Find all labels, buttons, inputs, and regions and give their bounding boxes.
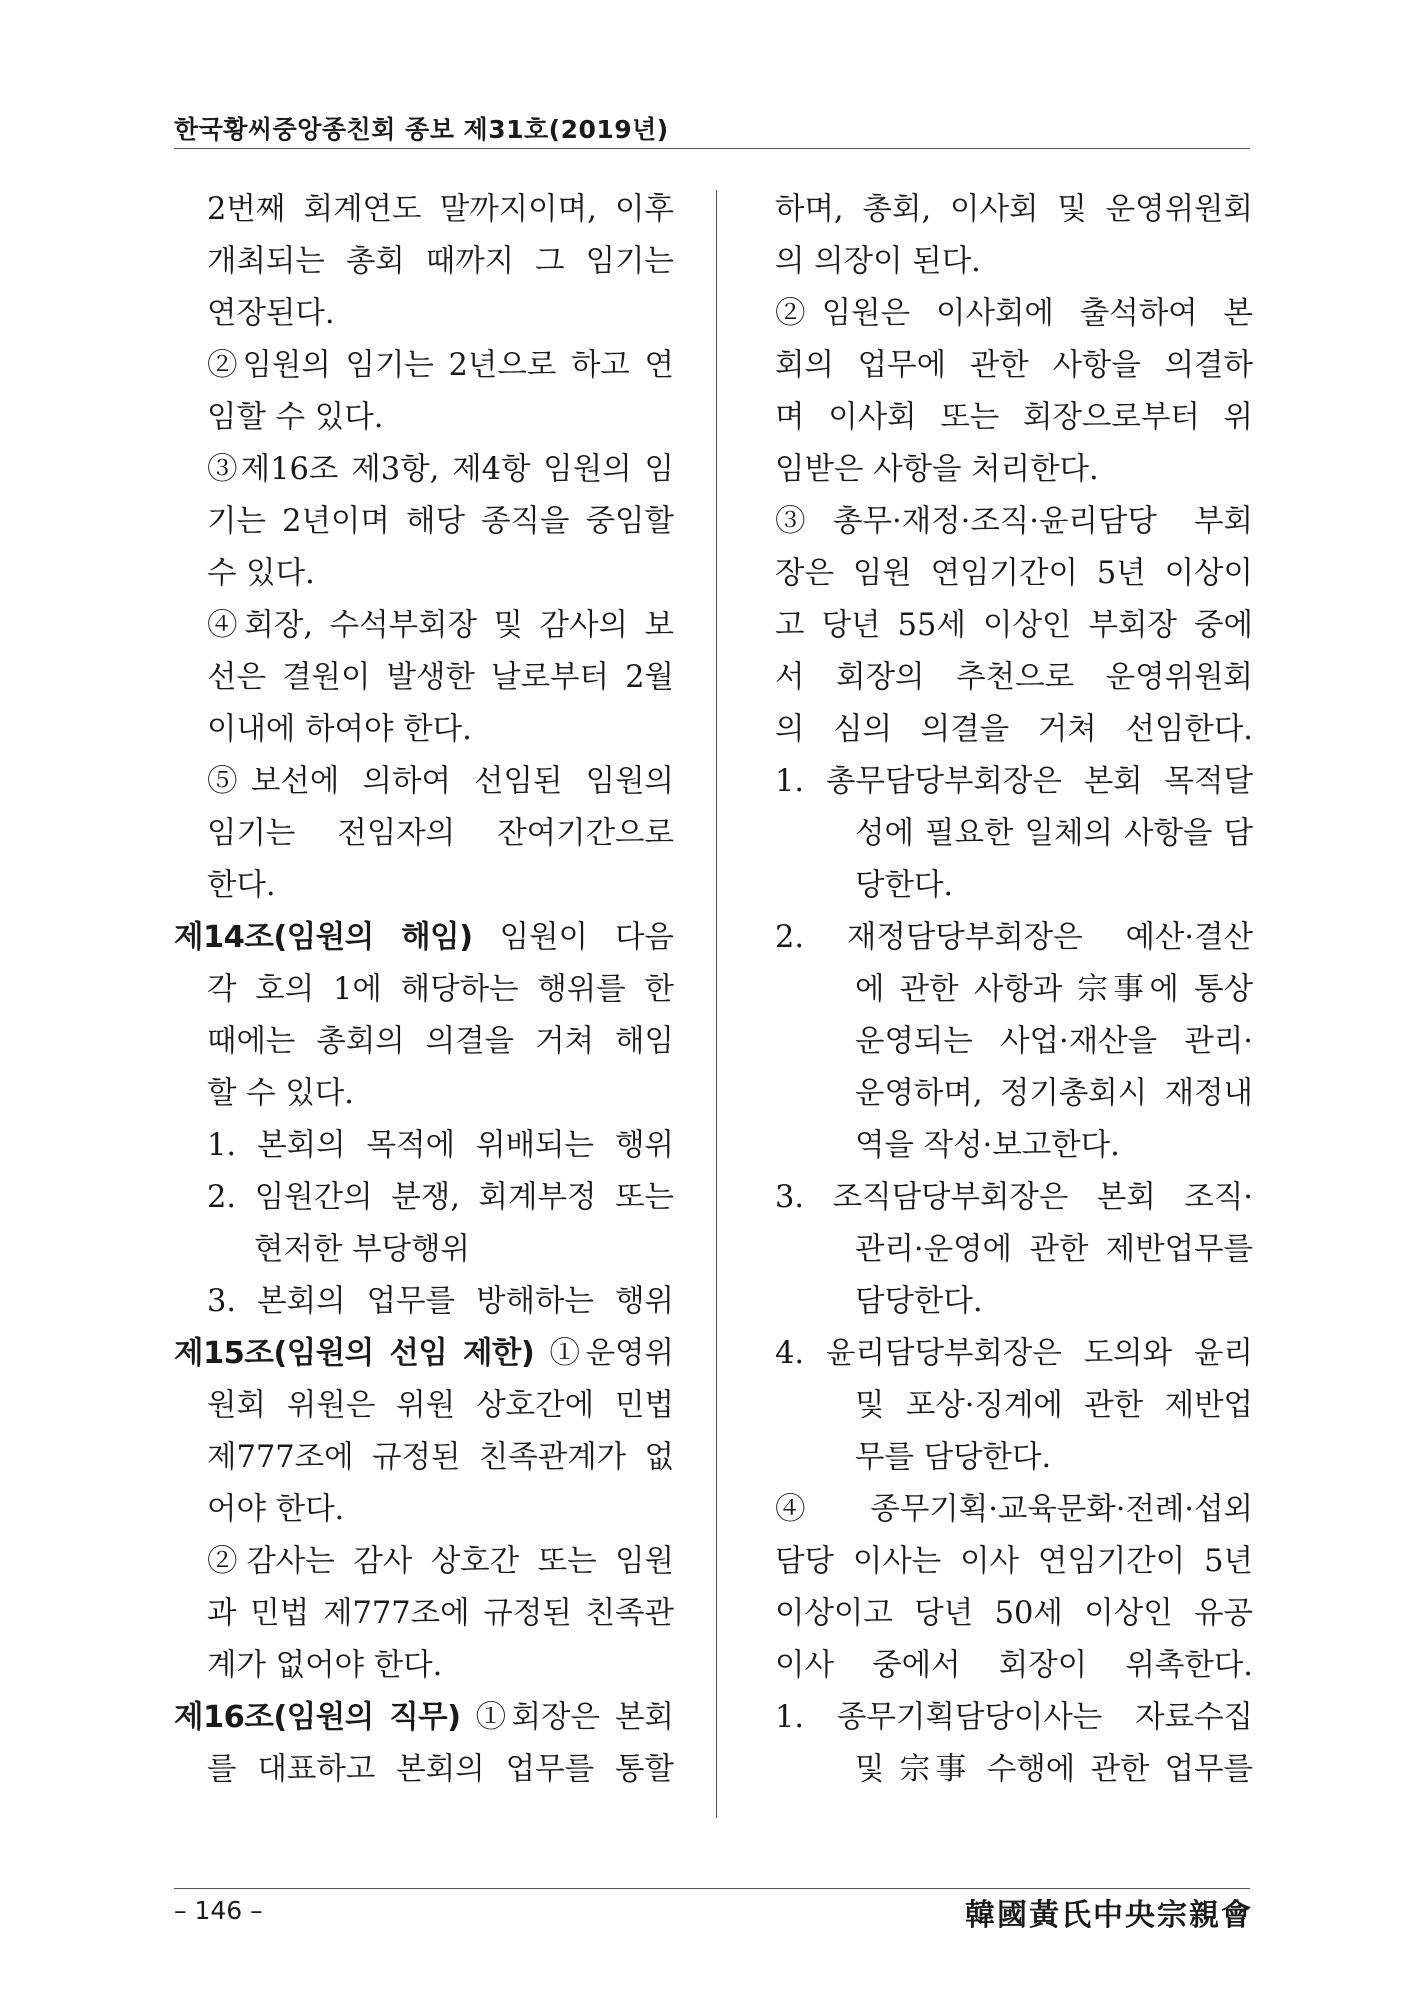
text-line: 서 회장의 추천으로 운영위원회	[775, 660, 1253, 695]
text-line: ⑤보선에 의하여 선임된 임원의	[207, 764, 674, 799]
text-line: 임기는 전임자의 잔여기간으로	[207, 816, 674, 851]
text-line: 계가 없어야 한다.	[207, 1648, 443, 1683]
page-number: – 146 –	[174, 1896, 263, 1925]
list-item-continuation: 운영되는 사업·재산을 관리·	[855, 1024, 1253, 1059]
text-line: 회의 업무에 관한 사항을 의결하	[775, 348, 1253, 383]
text-line: 개최되는 총회 때까지 그 임기는	[207, 244, 674, 279]
text-line: 이사 중에서 회장이 위촉한다.	[775, 1648, 1253, 1683]
list-item: 2. 재정담당부회장은 예산·결산	[775, 920, 1253, 955]
text-line: 할 수 있다.	[207, 1076, 354, 1111]
list-item: 4. 윤리담당부회장은 도의와 윤리	[775, 1336, 1253, 1371]
text-line: 임할 수 있다.	[207, 400, 384, 435]
article-15-heading	[174, 1328, 674, 1380]
text-line: ②임원은 이사회에 출석하여 본	[775, 296, 1253, 331]
text-line: 고 당년 55세 이상인 부회장 중에	[775, 608, 1253, 643]
text-line: 기는 2년이며 해당 종직을 중임할	[207, 504, 674, 539]
right-column	[775, 184, 1253, 1796]
text-line: 때에는 총회의 의결을 거쳐 해임	[207, 1024, 674, 1059]
text-line: 장은 임원 연임기간이 5년 이상이	[775, 556, 1253, 591]
text-line: 이상이고 당년 50세 이상인 유공	[775, 1596, 1253, 1631]
text-line: 원회 위원은 위원 상호간에 민법	[207, 1388, 674, 1423]
list-item-continuation: 에 관한 사항과 宗事에 통상	[855, 972, 1253, 1007]
list-item: 1. 본회의 목적에 위배되는 행위	[207, 1128, 674, 1163]
list-item-continuation: 당한다.	[855, 868, 954, 903]
list-item-continuation: 담당한다.	[855, 1284, 983, 1319]
list-item-continuation: 운영하며, 정기총회시 재정내	[855, 1076, 1253, 1111]
text-line: ④종무기획·교육문화·전례·섭외	[775, 1492, 1253, 1527]
list-item-continuation: 무를 담당한다.	[855, 1440, 1052, 1475]
list-item: 3. 본회의 업무를 방해하는 행위	[207, 1284, 674, 1319]
text-line: ②임원의 임기는 2년으로 하고 연	[207, 348, 674, 383]
article-text: ①운영위	[534, 1336, 674, 1371]
article-title: 제14조(임원의 해임)	[174, 920, 473, 955]
organization-name: 韓國黃氏中央宗親會	[965, 1898, 1253, 1933]
article-text: 임원이 다음	[472, 920, 674, 955]
text-line: 어야 한다.	[207, 1492, 345, 1527]
text-line: ③총무·재정·조직·윤리담당 부회	[775, 504, 1253, 539]
text-line: 과 민법 제777조에 규정된 친족관	[207, 1596, 674, 1631]
text-line: ②감사는 감사 상호간 또는 임원	[207, 1544, 674, 1579]
text-line: 2번째 회계연도 말까지이며, 이후	[207, 192, 674, 227]
text-line: 담당 이사는 이사 연임기간이 5년	[775, 1544, 1253, 1579]
column-divider	[716, 190, 717, 1818]
text-line: 선은 결원이 발생한 날로부터 2월	[207, 660, 674, 695]
list-item-continuation: 관리·운영에 관한 제반업무를	[855, 1232, 1253, 1267]
list-item-continuation: 성에 필요한 일체의 사항을 담	[855, 816, 1253, 851]
article-14-heading	[174, 912, 674, 964]
article-16-heading	[174, 1692, 674, 1744]
text-line: 한다.	[207, 868, 276, 903]
list-item-continuation: 현저한 부당행위	[254, 1232, 470, 1267]
text-line: 의 심의 의결을 거쳐 선임한다.	[775, 712, 1253, 747]
text-line: 를 대표하고 본회의 업무를 통할	[207, 1752, 674, 1787]
list-item: 2. 임원간의 분쟁, 회계부정 또는	[207, 1180, 674, 1215]
list-item-continuation: 및 포상·징계에 관한 제반업	[855, 1388, 1253, 1423]
text-line: 각 호의 1에 해당하는 행위를 한	[207, 972, 674, 1007]
list-item-continuation: 및 宗事 수행에 관한 업무를	[855, 1752, 1253, 1787]
page-header: 한국황씨중앙종친회 종보 제31호(2019년)	[174, 115, 669, 144]
text-line: 하며, 총회, 이사회 및 운영위원회	[775, 192, 1253, 227]
text-line: 제777조에 규정된 친족관계가 없	[207, 1440, 674, 1475]
text-line: 임받은 사항을 처리한다.	[775, 452, 1099, 487]
text-line: ③제16조 제3항, 제4항 임원의 임	[207, 452, 674, 487]
list-item: 1. 총무담당부회장은 본회 목적달	[775, 764, 1253, 799]
article-text: ①회장은 본회	[460, 1700, 674, 1735]
text-line: 연장된다.	[207, 296, 335, 331]
text-line: 수 있다.	[207, 556, 315, 591]
article-title: 제15조(임원의 선임 제한)	[174, 1336, 535, 1371]
header-rule	[174, 148, 1250, 149]
text-line: 며 이사회 또는 회장으로부터 위	[775, 400, 1253, 435]
text-line: 의 의장이 된다.	[775, 244, 981, 279]
footer-rule	[174, 1888, 1250, 1889]
text-line: 이내에 하여야 한다.	[207, 712, 472, 747]
list-item: 1. 종무기획담당이사는 자료수집	[775, 1700, 1253, 1735]
text-line: ④회장, 수석부회장 및 감사의 보	[207, 608, 674, 643]
left-column	[174, 184, 674, 1796]
article-title: 제16조(임원의 직무)	[174, 1700, 461, 1735]
list-item: 3. 조직담당부회장은 본회 조직·	[775, 1180, 1253, 1215]
list-item-continuation: 역을 작성·보고한다.	[855, 1128, 1120, 1163]
